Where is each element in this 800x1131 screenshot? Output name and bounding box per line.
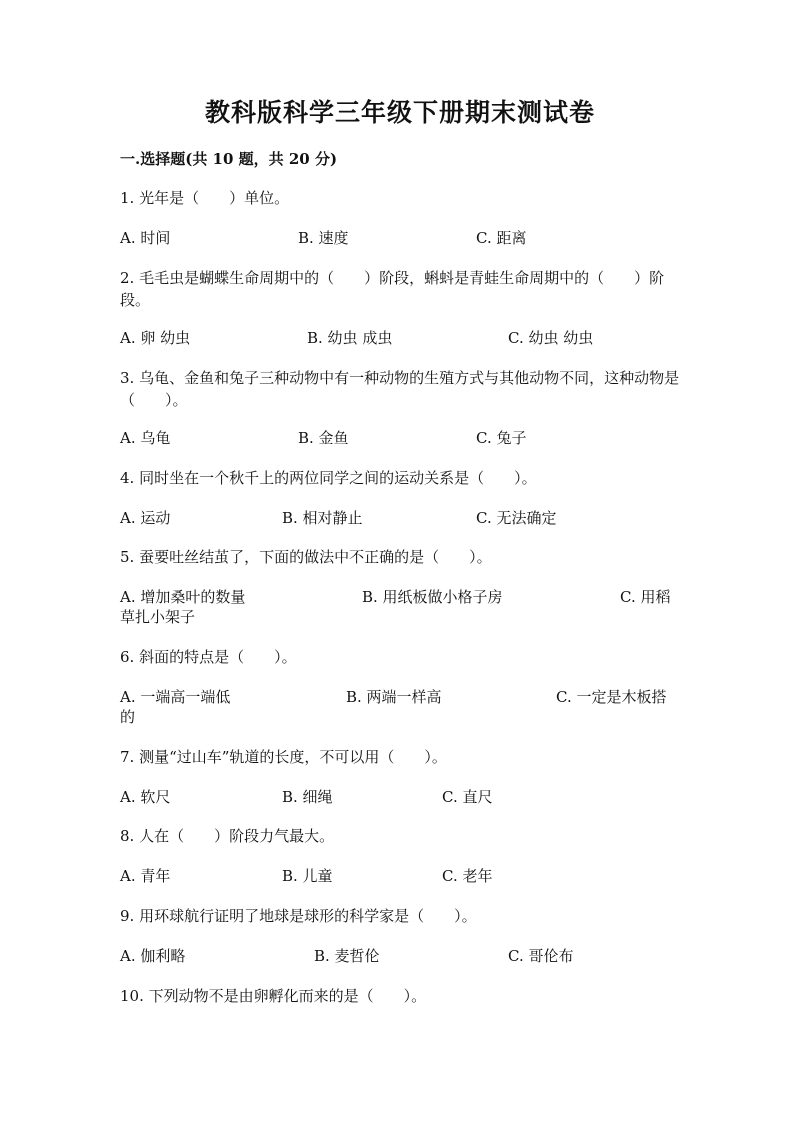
option-c-continuation: 草扎小架子 [120,608,196,626]
option-b: B. 儿童 [282,867,333,885]
option-c: C. 幼虫 幼虫 [508,329,594,347]
option-b: B. 两端一样高 [346,688,442,706]
option-c: C. 兔子 [476,429,527,447]
option-a: A. 卵 幼虫 [120,329,191,347]
option-b: B. 用纸板做小格子房 [362,588,503,606]
question-3: 3. 乌龟、金鱼和兔子三种动物中有一种动物的生殖方式与其他动物不同，这种动物是（ ）。 [120,369,680,409]
option-b: B. 速度 [298,229,349,247]
option-a: A. 一端高一端低 [120,688,231,706]
option-b: B. 金鱼 [298,429,349,447]
question-8: 8. 人在（ ）阶段力气最大。 [120,827,335,845]
option-c: C. 用稻 [620,588,671,606]
question-5-options [120,586,680,608]
option-b: B. 麦哲伦 [314,947,380,965]
question-4-options [120,507,680,529]
option-c: C. 直尺 [442,788,493,806]
question-9-options [120,945,680,967]
section-heading: 一.选择题(共 10 题，共 20 分) [120,150,338,168]
option-a: A. 青年 [120,867,171,885]
question-2: 2. 毛毛虫是蝴蝶生命周期中的（ ）阶段，蝌蚪是青蛙生命周期中的（ ）阶段。 [120,269,665,309]
question-7-options [120,786,680,808]
option-c: C. 老年 [442,867,493,885]
option-a: A. 乌龟 [120,429,171,447]
question-3-options [120,427,680,449]
option-c: C. 无法确定 [476,509,557,527]
option-c: C. 距离 [476,229,527,247]
page-title: 教科版科学三年级下册期末测试卷 [204,98,595,127]
question-6-options [120,686,680,708]
question-2-options [120,327,680,349]
option-a: A. 伽利略 [120,947,186,965]
question-7: 7. 测量“过山车”轨道的长度，不可以用（ ）。 [120,748,447,766]
question-1-options [120,227,680,249]
option-c: C. 一定是木板搭 [556,688,667,706]
question-1: 1. 光年是（ ）单位。 [120,189,290,207]
option-a: A. 增加桑叶的数量 [120,588,246,606]
option-a: A. 时间 [120,229,171,247]
option-c: C. 哥伦布 [508,947,574,965]
option-a: A. 软尺 [120,788,171,806]
question-8-options [120,865,680,887]
option-b: B. 细绳 [282,788,333,806]
option-b: B. 相对静止 [282,509,363,527]
option-a: A. 运动 [120,509,171,527]
question-10: 10. 下列动物不是由卵孵化而来的是（ ）。 [120,987,427,1005]
question-6: 6. 斜面的特点是（ ）。 [120,648,297,666]
option-b: B. 幼虫 成虫 [307,329,393,347]
option-c-continuation: 的 [120,708,136,726]
question-5: 5. 蚕要吐丝结茧了，下面的做法中不正确的是（ ）。 [120,548,492,566]
question-4: 4. 同时坐在一个秋千上的两位同学之间的运动关系是（ ）。 [120,469,537,487]
question-9: 9. 用环球航行证明了地球是球形的科学家是（ ）。 [120,907,477,925]
